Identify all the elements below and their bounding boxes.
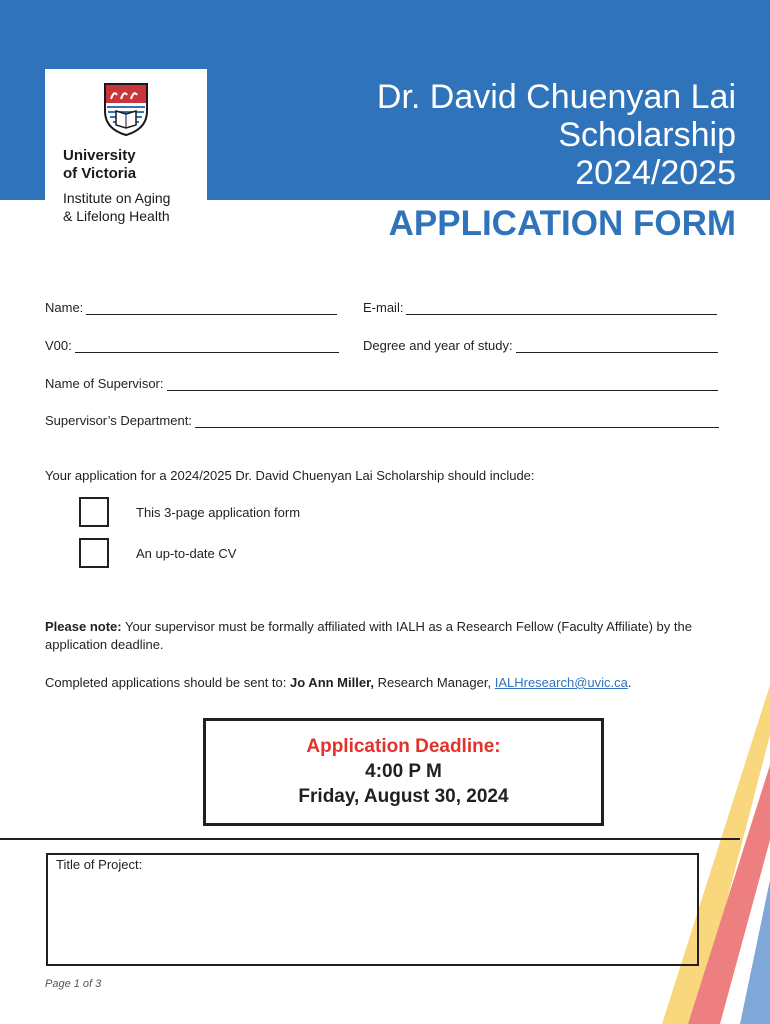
- deadline-box: [203, 718, 604, 826]
- note-bold: Please note:: [45, 619, 122, 634]
- blue-stripe: [740, 880, 770, 1024]
- note-text: Your supervisor must be formally affiliated with IALH as a Research Fellow (Faculty Affiliate) by the application deadline.: [45, 619, 692, 652]
- university-line2: of Victoria: [63, 165, 137, 182]
- deadline-date: Friday, August 30, 2024: [298, 786, 509, 807]
- project-title-box[interactable]: [46, 853, 699, 966]
- name-label: Name:: [45, 300, 84, 315]
- checklist-item-form[interactable]: [79, 497, 301, 527]
- page-number: Page 1 of 3: [45, 978, 102, 990]
- checklist-intro: Your application for a 2024/2025 Dr. David Chuenyan Lai Scholarship should include:: [45, 468, 535, 483]
- deadline-time: 4:00 P M: [365, 761, 442, 782]
- contact-role: Research Manager,: [374, 675, 495, 690]
- department-label: Supervisor’s Department:: [45, 413, 192, 428]
- red-stripe: [688, 765, 770, 1024]
- note-paragraph: [45, 618, 725, 654]
- crest-icon: [102, 81, 150, 137]
- department-line[interactable]: [195, 415, 719, 428]
- title-line3: 2024/2025: [575, 154, 736, 192]
- institute-name: [63, 189, 203, 225]
- department-field[interactable]: [45, 413, 719, 428]
- scholarship-title: [316, 78, 736, 192]
- send-instructions: [45, 675, 735, 690]
- contact-email-link[interactable]: IALHresearch@uvic.ca: [494, 675, 628, 690]
- send-suffix: .: [627, 675, 632, 690]
- university-name: [63, 147, 203, 183]
- supervisor-label: Name of Supervisor:: [45, 376, 164, 391]
- deadline-title: Application Deadline:: [306, 736, 501, 757]
- university-line1: University: [63, 147, 136, 164]
- checklist-item-cv[interactable]: [79, 538, 237, 568]
- name-field[interactable]: [45, 300, 337, 315]
- checklist-label-cv: An up-to-date CV: [136, 545, 237, 561]
- application-form-heading: APPLICATION FORM: [388, 204, 736, 243]
- v00-field[interactable]: [45, 338, 339, 353]
- title-line2: Scholarship: [558, 116, 736, 154]
- institute-line2: & Lifelong Health: [63, 208, 170, 224]
- email-label: E-mail:: [363, 300, 404, 315]
- supervisor-line[interactable]: [167, 378, 719, 391]
- section-divider: [0, 838, 740, 840]
- v00-line[interactable]: [75, 340, 339, 353]
- project-title-label: Title of Project:: [56, 857, 143, 872]
- email-line[interactable]: [406, 302, 717, 315]
- uvic-logo: [45, 69, 207, 242]
- degree-label: Degree and year of study:: [363, 338, 513, 353]
- send-prefix: Completed applications should be sent to:: [45, 675, 290, 690]
- name-line[interactable]: [86, 302, 337, 315]
- supervisor-field[interactable]: [45, 376, 718, 391]
- institute-line1: Institute on Aging: [63, 190, 171, 206]
- title-line1: Dr. David Chuenyan Lai: [376, 78, 736, 116]
- email-field[interactable]: [363, 300, 717, 315]
- contact-name: Jo Ann Miller,: [290, 675, 375, 690]
- checkbox-cv[interactable]: [79, 538, 109, 568]
- degree-line[interactable]: [516, 340, 718, 353]
- v00-label: V00:: [45, 338, 72, 353]
- checklist-label-form: This 3-page application form: [136, 504, 301, 520]
- checkbox-form[interactable]: [79, 497, 109, 527]
- degree-field[interactable]: [363, 338, 718, 353]
